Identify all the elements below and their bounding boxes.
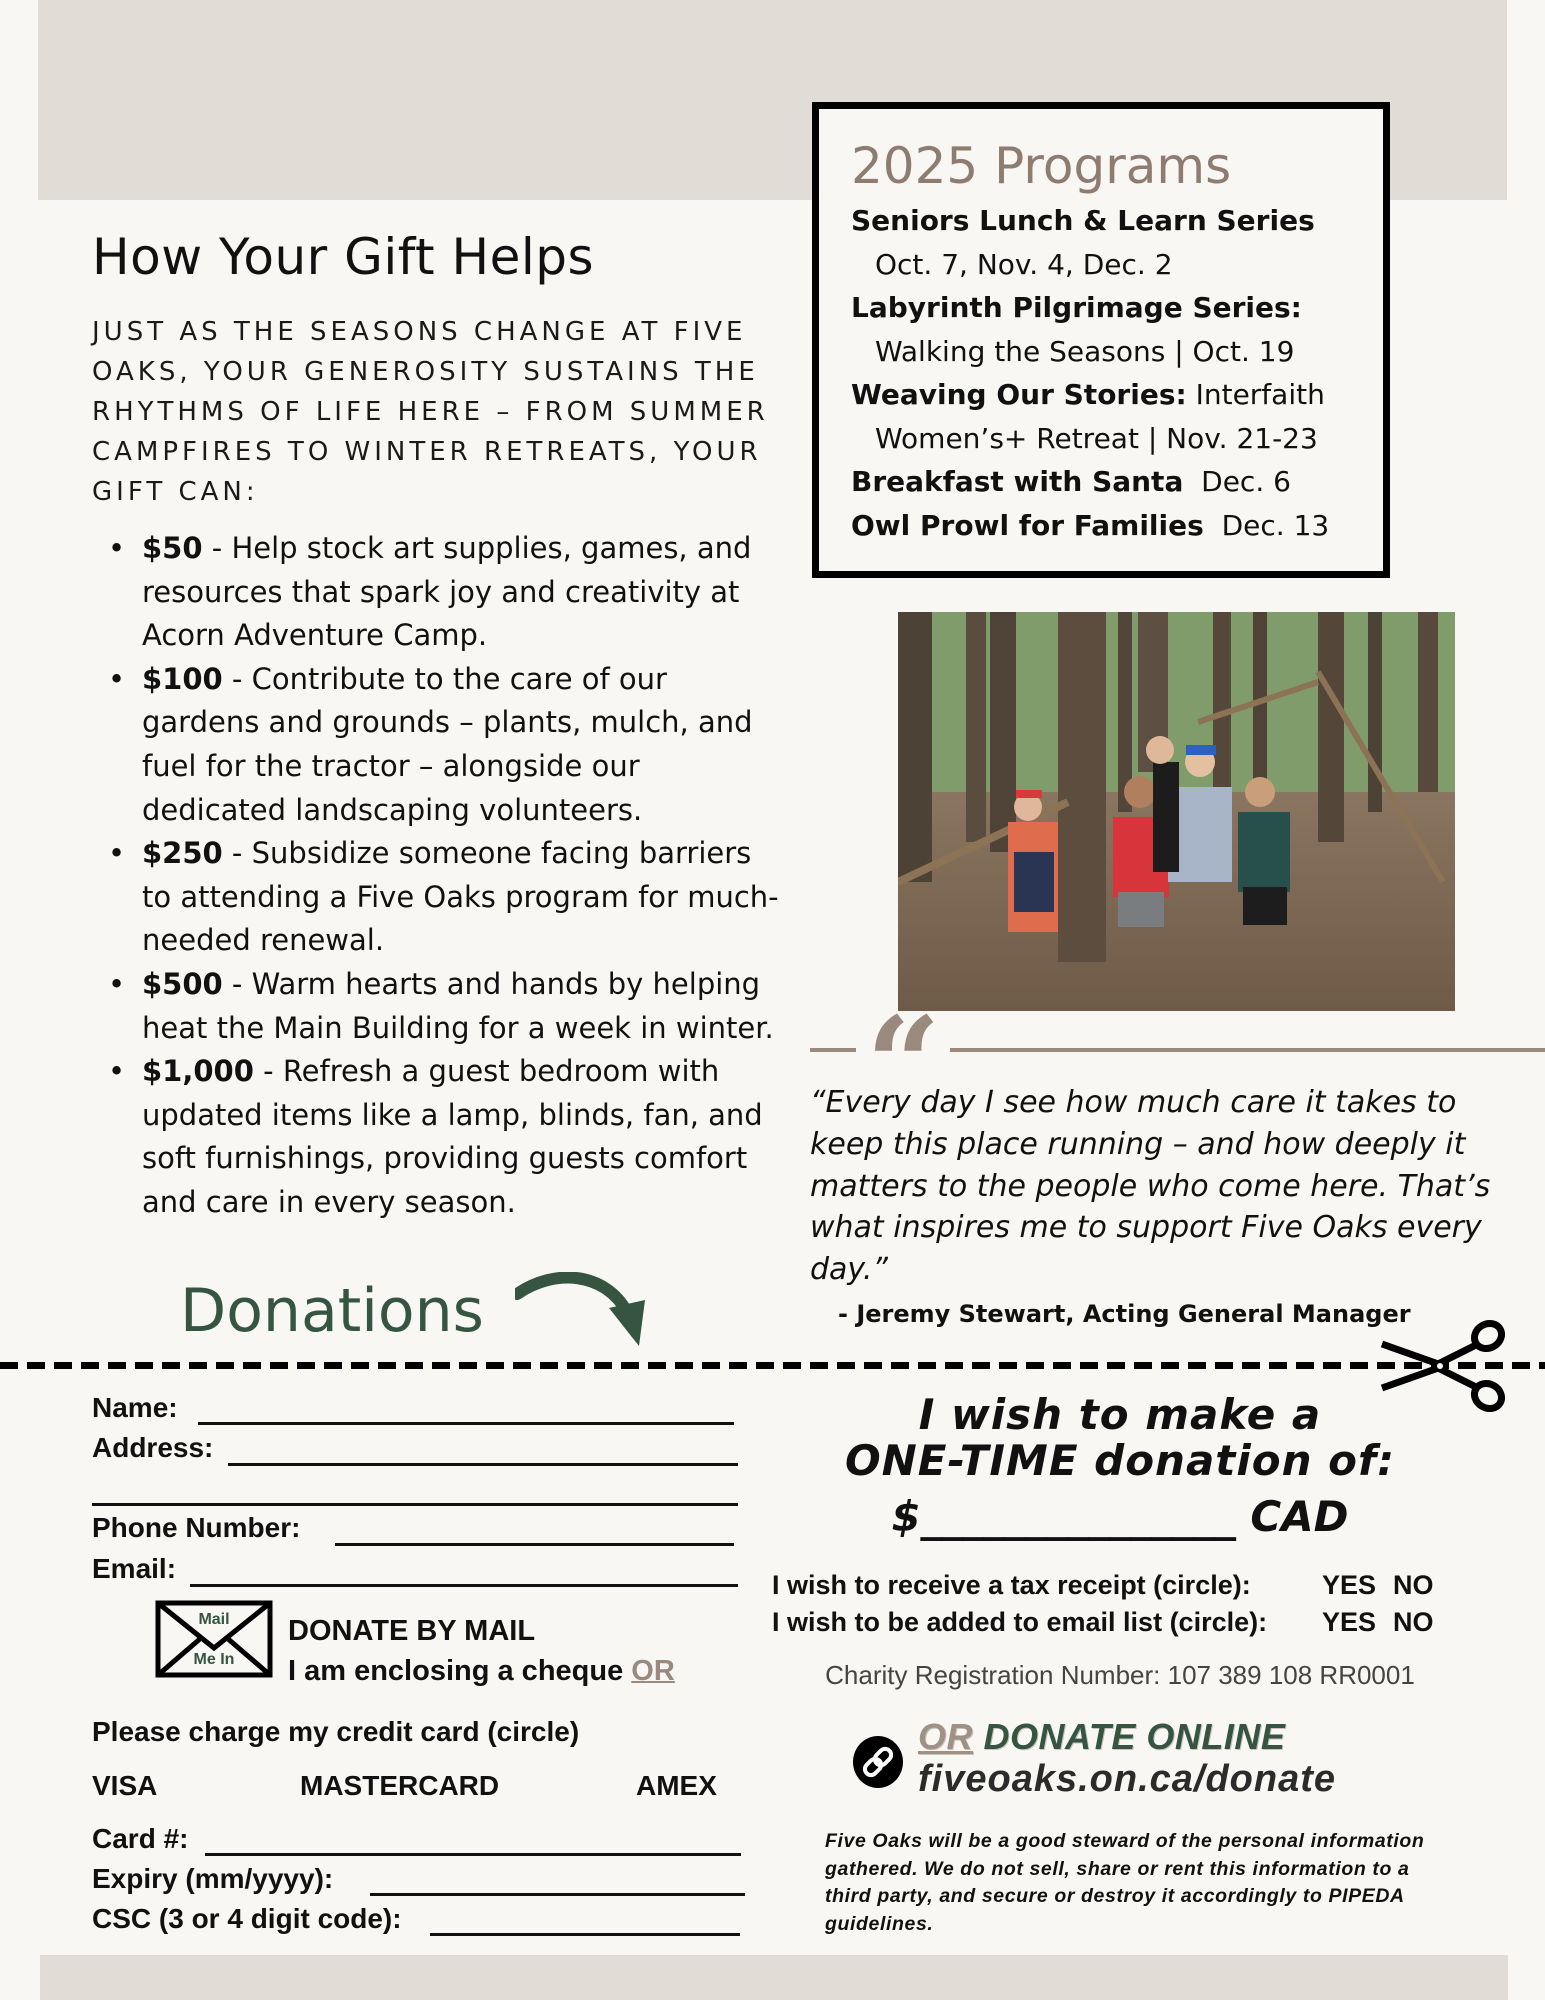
cut-here-dashed-line: [0, 1362, 1545, 1369]
phone-label: Phone Number:: [92, 1512, 301, 1543]
donate-online-text: DONATE ONLINE: [973, 1716, 1286, 1757]
tax-receipt-label: I wish to receive a tax receipt (circle):: [772, 1570, 1251, 1600]
address-label: Address:: [92, 1432, 214, 1463]
gift-item: [108, 832, 788, 963]
gift-description: - Help stock art supplies, games, and resources that spark joy and creativity at Acorn Adventure Camp.: [142, 531, 752, 653]
camp-kids-photo: [898, 612, 1455, 1011]
email-list-yes[interactable]: YES: [1322, 1607, 1377, 1637]
donations-heading: Donations: [180, 1276, 484, 1346]
card-number-field[interactable]: [205, 1853, 741, 1856]
card-option-visa[interactable]: VISA: [92, 1770, 158, 1801]
bullet-icon: •: [108, 531, 126, 565]
program-line: [851, 243, 1383, 287]
program-detail: Oct. 7, Nov. 4, Dec. 2: [875, 247, 1173, 281]
gift-intro: JUST AS THE SEASONS CHANGE AT FIVE OAKS, YOUR GENEROSITY SUSTAINS THE RHYTHMS OF LIFE HERE – FROM SUMMER CAMPFIRES TO WINTER RETREATS, YOUR GIFT CAN:: [92, 317, 769, 507]
or-label: OR: [918, 1716, 973, 1757]
quote-divider-right: [950, 1048, 1545, 1052]
gift-item: [108, 658, 788, 832]
gift-amount: $500: [142, 966, 223, 1001]
cheque-text: I am enclosing a cheque: [288, 1655, 632, 1687]
program-line: [851, 373, 1383, 417]
testimonial-author: - Jeremy Stewart, Acting General Manager: [838, 1300, 1411, 1328]
one-time-line-2: ONE-TIME donation of:: [844, 1436, 1396, 1485]
gift-description: - Refresh a guest bedroom with updated items like a lamp, blinds, fan, and soft furnishings, providing guests comfort and care in every season.: [142, 1054, 763, 1219]
tax-receipt-no[interactable]: NO: [1393, 1570, 1434, 1600]
bullet-icon: •: [108, 1054, 126, 1089]
donation-amount-field[interactable]: $_______________ CAD: [891, 1492, 1349, 1541]
email-list-label: I wish to be added to email list (circle):: [772, 1607, 1268, 1637]
program-name: Owl Prowl for Families: [851, 508, 1204, 542]
card-number-label: Card #:: [92, 1823, 189, 1854]
bottom-decorative-band: [40, 1955, 1508, 2000]
name-field[interactable]: [198, 1422, 734, 1425]
program-name: Weaving Our Stories:: [851, 378, 1187, 411]
name-label: Name:: [92, 1392, 178, 1423]
program-name: Labyrinth Pilgrimage Series:: [851, 291, 1302, 324]
charity-registration-number: Charity Registration Number: 107 389 108 RR0001: [825, 1660, 1415, 1690]
gift-item: [108, 963, 788, 1050]
gift-item: [108, 1050, 788, 1224]
gift-list: [108, 527, 788, 1225]
bullet-icon: •: [108, 966, 126, 1001]
gift-amount: $250: [142, 836, 223, 871]
card-option-mastercard[interactable]: MASTERCARD: [300, 1770, 500, 1801]
gift-description: - Subsidize someone facing barriers to attending a Five Oaks program for much-needed renewal.: [142, 836, 779, 958]
gift-amount: $1,000: [142, 1054, 254, 1089]
gift-description: - Contribute to the care of our gardens and grounds – plants, mulch, and fuel for the tractor – alongside our dedicated landscaping volunteers.: [142, 661, 753, 827]
privacy-notice: Five Oaks will be a good steward of the personal information gathered. We do not sell, share or rent this information to a third party, and secure or destroy it accordingly to PIPEDA guidelines.: [825, 1830, 1425, 1935]
quote-divider-left: [810, 1048, 856, 1052]
gift-title: How Your Gift Helps: [92, 228, 595, 286]
program-detail: Walking the Seasons | Oct. 19: [875, 334, 1295, 368]
program-detail: Dec. 13: [1203, 508, 1330, 542]
one-time-donation-heading: [780, 1392, 1460, 1484]
program-detail: Dec. 6: [1183, 465, 1291, 498]
or-label: OR: [631, 1655, 675, 1687]
program-detail: Interfaith: [1186, 378, 1325, 411]
program-line: [851, 286, 1383, 330]
svg-text:Mail: Mail: [198, 1611, 230, 1628]
quote-mark-icon: “: [866, 988, 941, 1141]
credit-card-heading: Please charge my credit card (circle): [92, 1716, 580, 1747]
program-name: Seniors Lunch & Learn Series: [851, 204, 1315, 237]
card-option-amex[interactable]: AMEX: [636, 1770, 717, 1801]
program-detail: Women’s+ Retreat | Nov. 21-23: [875, 421, 1318, 455]
gift-item: [108, 527, 788, 658]
donate-online-heading: [918, 1716, 1285, 1758]
programs-title: 2025 Programs: [851, 137, 1232, 195]
program-line: [851, 417, 1383, 461]
expiry-field[interactable]: [370, 1893, 745, 1896]
cheque-option: [288, 1655, 675, 1688]
curved-arrow-icon: [515, 1272, 655, 1352]
programs-box: [812, 102, 1390, 578]
mail-envelope-icon: [155, 1600, 273, 1678]
phone-field[interactable]: [335, 1543, 734, 1546]
program-line: [851, 330, 1383, 374]
address-field[interactable]: [228, 1463, 738, 1466]
csc-label: CSC (3 or 4 digit code):: [92, 1903, 402, 1934]
gift-description: - Warm hearts and hands by helping heat the Main Building for a week in winter.: [142, 966, 774, 1045]
donate-by-mail-heading: DONATE BY MAIL: [288, 1615, 536, 1647]
csc-field[interactable]: [430, 1933, 740, 1936]
gift-amount: $50: [142, 531, 203, 565]
link-chain-icon: [853, 1736, 903, 1788]
email-list-no[interactable]: NO: [1393, 1607, 1434, 1637]
svg-text:Me In: Me In: [193, 1651, 235, 1668]
tax-receipt-yes[interactable]: YES: [1322, 1570, 1377, 1600]
expiry-label: Expiry (mm/yyyy):: [92, 1863, 334, 1894]
program-name: Breakfast with Santa: [851, 465, 1184, 498]
program-line: [851, 504, 1383, 548]
program-line: [851, 460, 1383, 504]
email-label: Email:: [92, 1553, 177, 1584]
gift-amount: $100: [142, 661, 223, 696]
testimonial-quote: “Every day I see how much care it takes to keep this place running – and how deeply it matters to the people who come here. That’s what inspires me to support Five Oaks every day.”: [810, 1085, 1491, 1288]
bullet-icon: •: [108, 661, 126, 696]
email-field[interactable]: [190, 1584, 738, 1587]
donate-url-link[interactable]: fiveoaks.on.ca/donate: [918, 1758, 1337, 1800]
one-time-line-1: I wish to make a: [918, 1390, 1322, 1439]
program-line: [851, 199, 1383, 243]
bullet-icon: •: [108, 836, 126, 871]
address-field-line-2[interactable]: [92, 1503, 738, 1506]
